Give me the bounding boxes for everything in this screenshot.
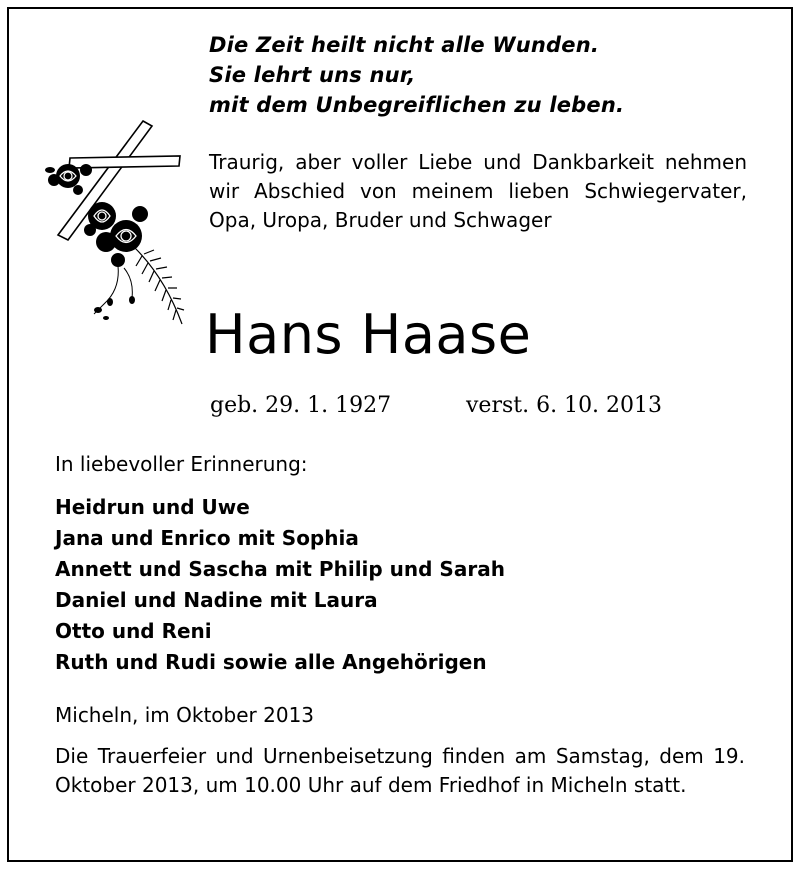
quote	[209, 30, 624, 120]
quote-line-2: Sie lehrt uns nur,	[209, 63, 416, 87]
service-info: Die Trauerfeier und Urnenbeisetzung finden am Samstag, dem 19. Oktober 2013, um 10.00 Uhr auf dem Friedhof in Micheln statt.	[55, 744, 745, 797]
family-entry: Ruth und Rudi sowie alle Angehörigen	[55, 650, 487, 674]
family-entry: Jana und Enrico mit Sophia	[55, 526, 359, 550]
deceased-name: Hans Haase	[205, 303, 532, 366]
family-entry: Otto und Reni	[55, 619, 212, 643]
place-date: Micheln, im Oktober 2013	[55, 703, 315, 727]
family-entry: Annett und Sascha mit Philip und Sarah	[55, 557, 505, 581]
intro-text: Traurig, aber voller Liebe und Dankbarkeit nehmen wir Abschied von meinem lieben Schwiegervater, Opa, Uropa, Bruder und Schwager	[209, 150, 747, 232]
cross-with-roses-icon	[40, 118, 190, 328]
birth-date: geb. 29. 1. 1927	[210, 393, 392, 418]
memory-label: In liebevoller Erinnerung:	[55, 452, 308, 476]
family-list	[55, 492, 505, 678]
quote-line-3: mit dem Unbegreiflichen zu leben.	[209, 93, 625, 117]
quote-line-1: Die Zeit heilt nicht alle Wunden.	[209, 33, 600, 57]
family-entry: Daniel und Nadine mit Laura	[55, 588, 378, 612]
family-entry: Heidrun und Uwe	[55, 495, 250, 519]
death-date: verst. 6. 10. 2013	[466, 393, 663, 418]
